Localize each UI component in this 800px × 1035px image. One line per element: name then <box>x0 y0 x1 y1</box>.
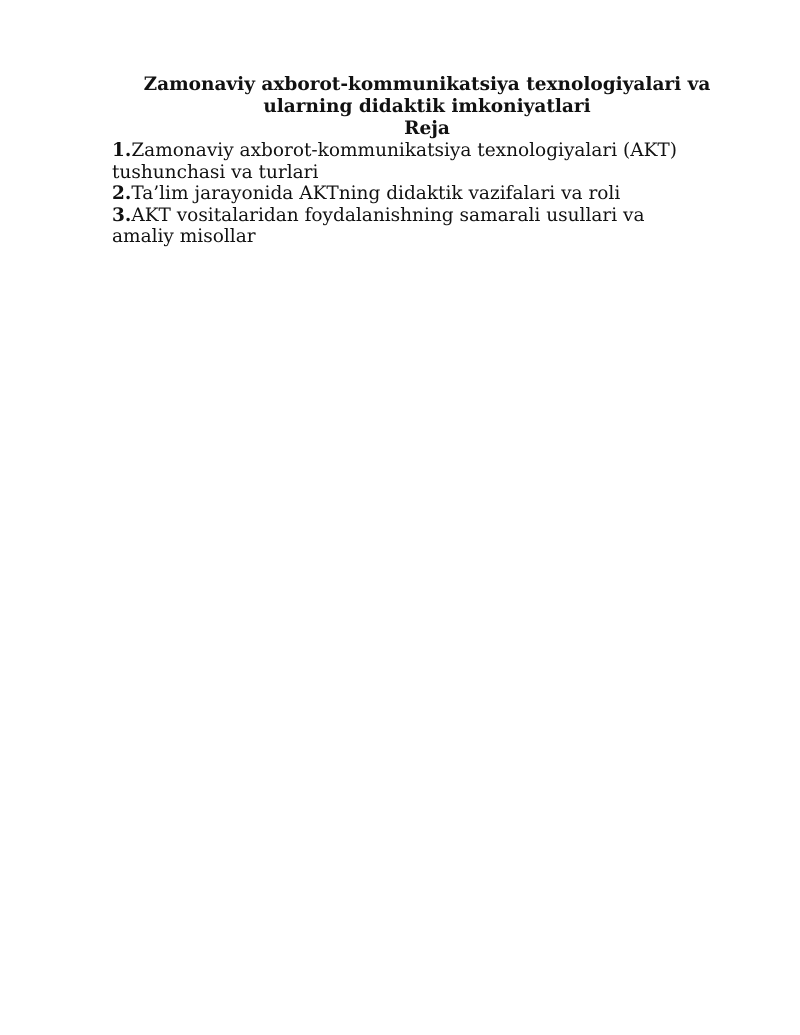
title-line-2: ularning didaktik imkoniyatlari <box>263 96 591 117</box>
plan-item-3 <box>112 205 712 248</box>
title-line-1: Zamonaviy axborot-kommunikatsiya texnologiyalari va <box>143 74 711 95</box>
plan-item-2 <box>112 183 712 205</box>
plan-item-number: 1. <box>112 140 132 161</box>
plan-list <box>112 140 712 248</box>
plan-item-text: Zamonaviy axborot-kommunikatsiya texnologiyalari (AKT) tushunchasi va turlari <box>112 140 677 183</box>
document-title <box>112 74 712 118</box>
plan-item-text: AKT vositalaridan foydalanishning samarali usullari va amaliy misollar <box>112 204 645 247</box>
plan-item-1 <box>112 140 712 183</box>
plan-heading: Reja <box>404 118 450 139</box>
plan-item-number: 2. <box>112 183 132 204</box>
document-page <box>112 74 712 248</box>
plan-item-text: Ta’lim jarayonida AKTning didaktik vazifalari va roli <box>131 183 621 204</box>
plan-item-number: 3. <box>112 204 132 226</box>
